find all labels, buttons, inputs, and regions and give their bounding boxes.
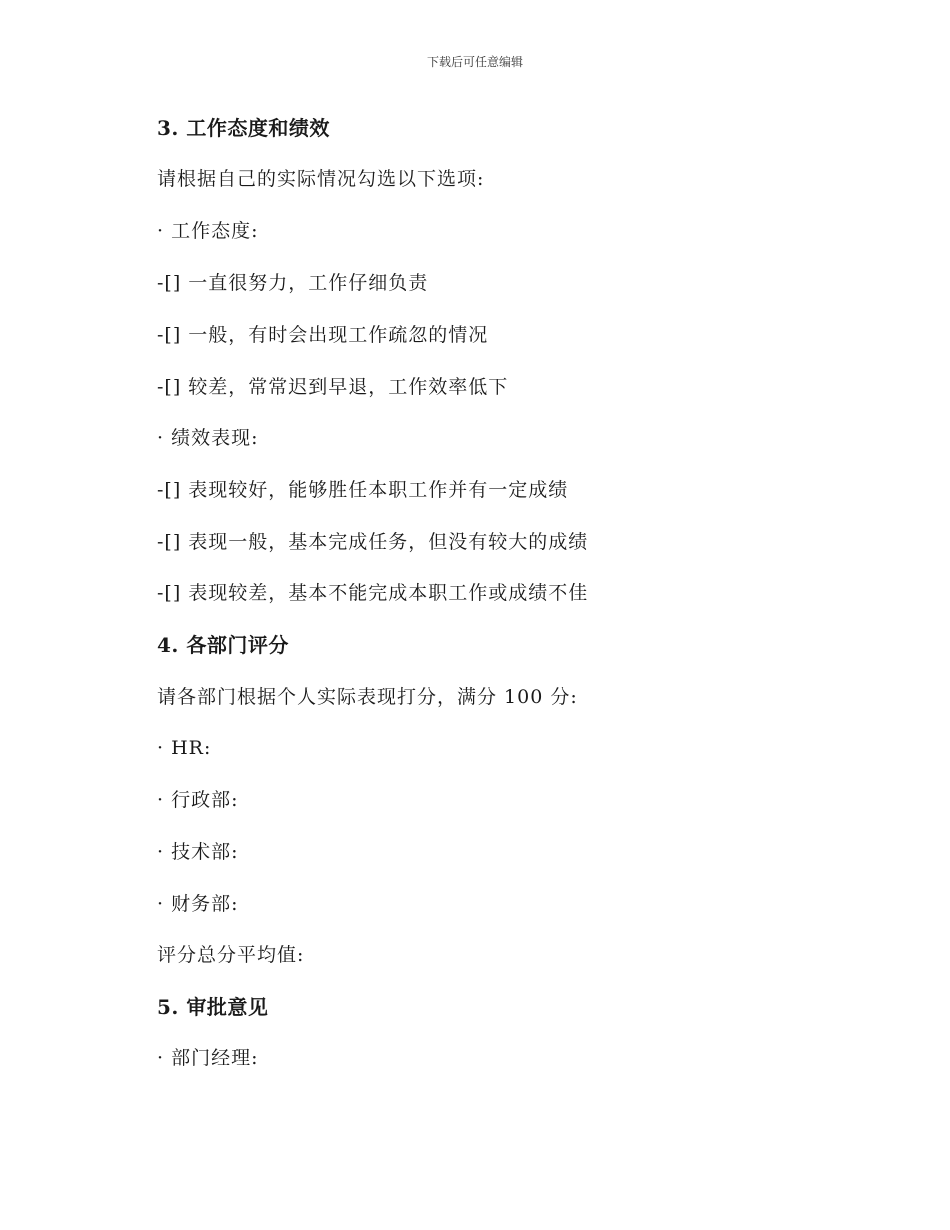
attitude-option-average[interactable]: -[] 一般，有时会出现工作疏忽的情况 [157,324,489,346]
performance-option-average[interactable]: -[] 表现一般，基本完成任务，但没有较大的成绩 [157,531,589,553]
performance-label: · 绩效表现: [157,427,259,449]
score-field-hr[interactable]: · HR: [157,737,212,759]
attitude-instruction: 请根据自己的实际情况勾选以下选项: [157,168,485,190]
approval-field-manager[interactable]: · 部门经理: [157,1047,259,1069]
score-field-tech[interactable]: · 技术部: [157,841,239,863]
section-heading-approval: 5. 审批意见 [157,995,269,1019]
section-heading-department-scoring: 4. 各部门评分 [157,633,289,657]
performance-option-poor[interactable]: -[] 表现较差，基本不能完成本职工作或成绩不佳 [157,582,589,604]
attitude-option-diligent[interactable]: -[] 一直很努力，工作仔细负责 [157,272,429,294]
performance-option-good[interactable]: -[] 表现较好，能够胜任本职工作并有一定成绩 [157,479,569,501]
score-field-finance[interactable]: · 财务部: [157,893,239,915]
page-header: 下载后可任意编辑 [426,55,523,69]
section-heading-work-attitude: 3. 工作态度和绩效 [157,116,330,140]
score-average-field[interactable]: 评分总分平均值: [157,944,305,966]
score-field-admin[interactable]: · 行政部: [157,789,239,811]
scoring-instruction: 请各部门根据个人实际表现打分，满分 100 分: [157,686,578,708]
attitude-label: · 工作态度: [157,220,259,242]
attitude-option-poor[interactable]: -[] 较差，常常迟到早退，工作效率低下 [157,376,509,398]
